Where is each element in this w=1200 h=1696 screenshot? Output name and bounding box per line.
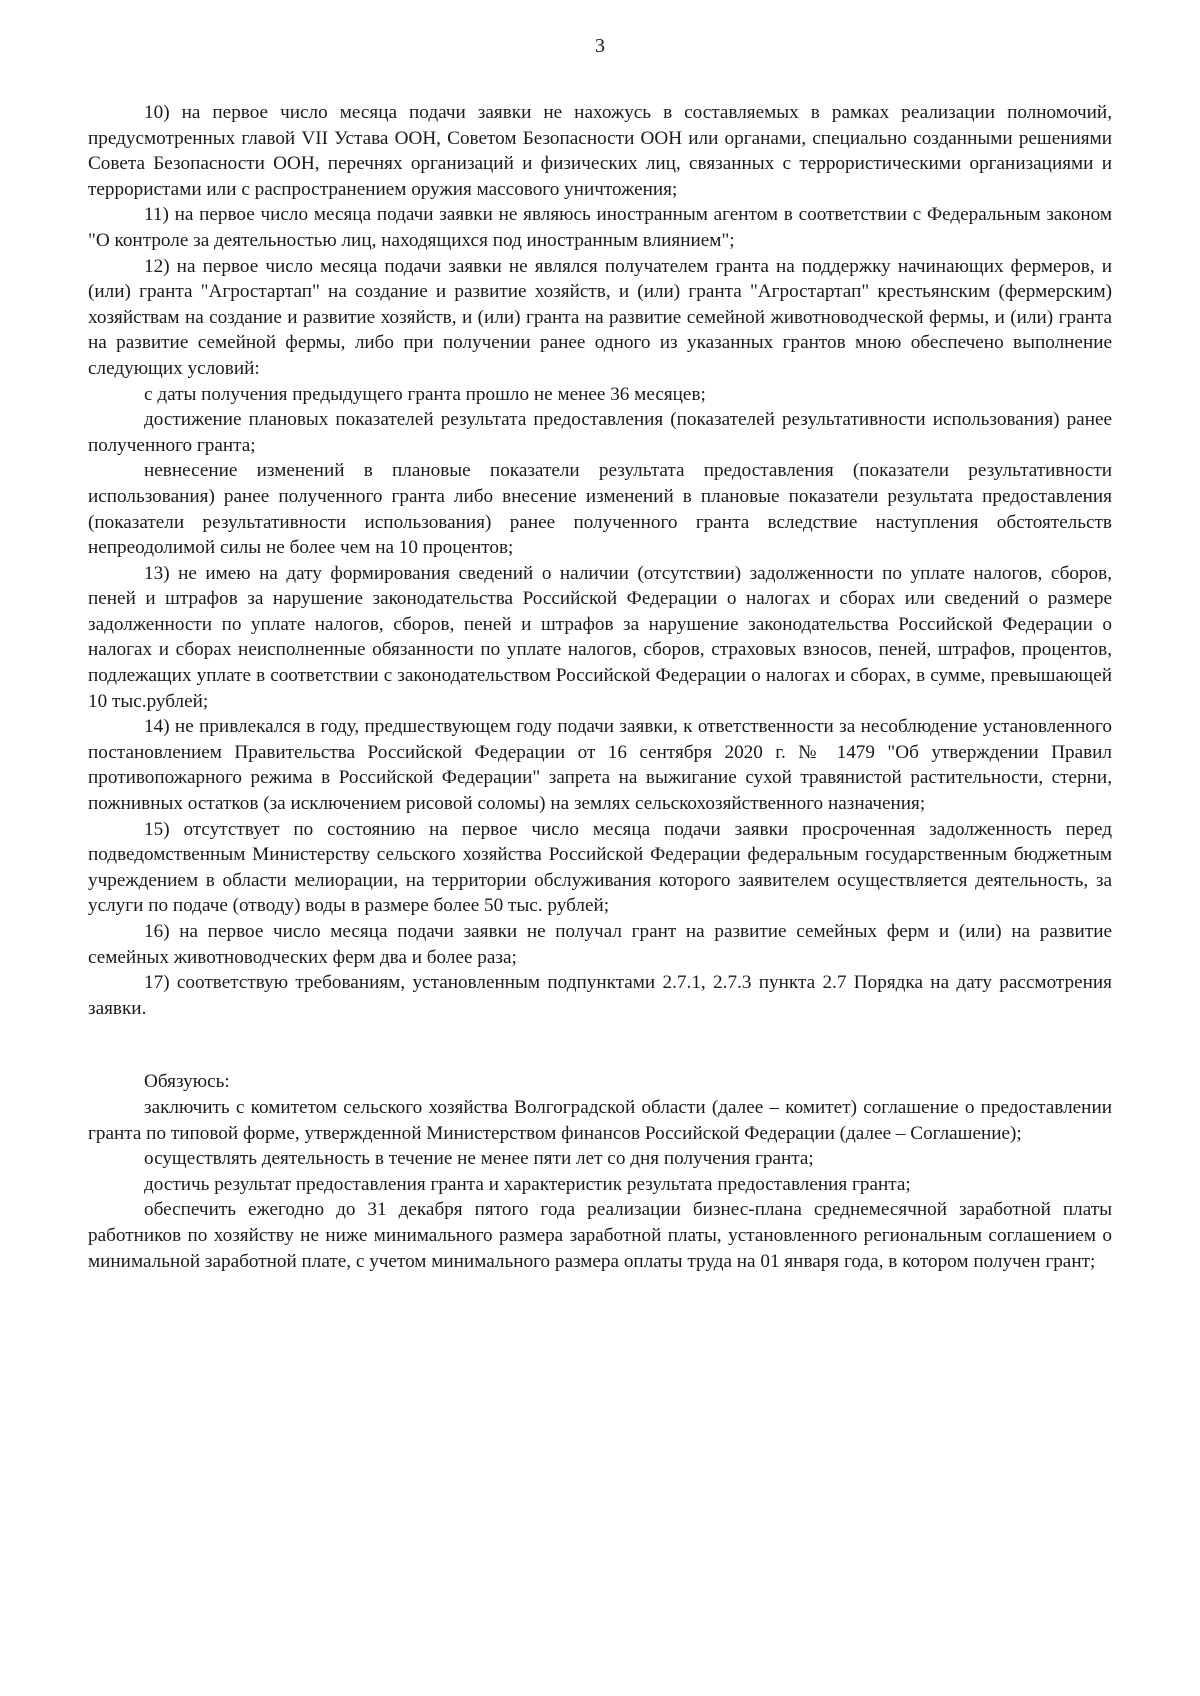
- paragraph-item-14: 14) не привлекался в году, предшествующем году подачи заявки, к ответственности за несоблюдение установленного постановлением Правительства Российской Федерации от 16 сентября 2020 г. № 1479 "Об утверждении Правил противопожарного режима в Российской Федерации" запрета на выжигание сухой травянистой растительности, стерни, пожнивных остатков (за исключением рисовой соломы) на землях сельскохозяйственного назначения;: [88, 716, 1112, 815]
- paragraph-obligation-3: достичь результат предоставления гранта и характеристик результата предоставления гранта;: [144, 1173, 911, 1195]
- paragraph-condition-2: достижение плановых показателей результата предоставления (показателей результативности использования) ранее полученного гранта;: [88, 409, 1112, 456]
- page-number: 3: [595, 35, 605, 57]
- paragraph-item-12: 12) на первое число месяца подачи заявки не являлся получателем гранта на поддержку начинающих фермеров, и (или) гранта "Агростартап" на создание и развитие хозяйств, и (или) гранта "Агростартап" крестьянским (фермерским) хозяйствам на создание и развитие хозяйств, и (или) гранта на развитие семейной животноводческой фермы, и (или) гранта на развитие семейной фермы, либо при получении ранее одного из указанных грантов мною обеспечено выполнение следующих условий:: [88, 255, 1112, 379]
- paragraph-item-10: 10) на первое число месяца подачи заявки не нахожусь в составляемых в рамках реализации полномочий, предусмотренных главой VII Устава ООН, Советом Безопасности ООН или органами, специально созданными решениями Совета Безопасности ООН, перечнях организаций и физических лиц, связанных с террористическими организациями и террористами или с распространением оружия массового уничтожения;: [88, 102, 1112, 200]
- paragraph-item-13: 13) не имею на дату формирования сведений о наличии (отсутствии) задолженности по уплате налогов, сборов, пеней и штрафов за нарушение законодательства Российской Федерации о налогах и сборах или сведений о размере задолженности по уплате налогов, сборов, пеней и штрафов за нарушение законодательства Российской Федерации о налогах и сборах неисполненные обязанности по уплате налогов, сборов, страховых взносов, пеней, штрафов, процентов, подлежащих уплате в соответствии с законодательством Российской Федерации о налогах и сборах, в сумме, превышающей 10 тыс.рублей;: [88, 562, 1112, 712]
- paragraph-obligation-2: осуществлять деятельность в течение не менее пяти лет со дня получения гранта;: [144, 1148, 814, 1170]
- paragraph-item-11: 11) на первое число месяца подачи заявки не являюсь иностранным агентом в соответствии с Федеральным законом "О контроле за деятельностью лиц, находящихся под иностранным влиянием";: [88, 204, 1112, 251]
- paragraph-obligation-4: обеспечить ежегодно до 31 декабря пятого года реализации бизнес-плана среднемесячной заработной платы работников по хозяйству не ниже минимального размера заработной платы, установленного региональным соглашением о минимальной заработной плате, с учетом минимального размера оплаты труда на 01 января года, в котором получен грант;: [88, 1199, 1112, 1272]
- paragraph-condition-3: невнесение изменений в плановые показатели результата предоставления (показатели результативности использования) ранее полученного гранта либо внесение изменений в плановые показатели результата предоставления (показатели результативности использования) ранее полученного гранта вследствие наступления обстоятельств непреодолимой силы не более чем на 10 процентов;: [88, 460, 1112, 559]
- obligations-heading: Обязуюсь:: [144, 1071, 230, 1093]
- paragraph-item-17: 17) соответствую требованиям, установленным подпунктами 2.7.1, 2.7.3 пункта 2.7 Порядка на дату рассмотрения заявки.: [88, 972, 1112, 1019]
- paragraph-condition-1: с даты получения предыдущего гранта прошло не менее 36 месяцев;: [144, 383, 706, 405]
- paragraph-obligation-1: заключить с комитетом сельского хозяйства Волгоградской области (далее – комитет) соглашение о предоставлении гранта по типовой форме, утвержденной Министерством финансов Российской Федерации (далее – Соглашение);: [88, 1096, 1112, 1144]
- paragraph-item-15: 15) отсутствует по состоянию на первое число месяца подачи заявки просроченная задолженность перед подведомственным Министерству сельского хозяйства Российской Федерации федеральным государственным бюджетным учреждением в области мелиорации, на территории обслуживания которого заявителем осуществляется деятельность, за услуги по подаче (отводу) воды в размере более 50 тыс. рублей;: [88, 818, 1112, 917]
- paragraph-item-16: 16) на первое число месяца подачи заявки не получал грант на развитие семейных ферм и (или) на развитие семейных животноводческих ферм два и более раза;: [88, 921, 1112, 968]
- document-body: [88, 100, 1112, 1274]
